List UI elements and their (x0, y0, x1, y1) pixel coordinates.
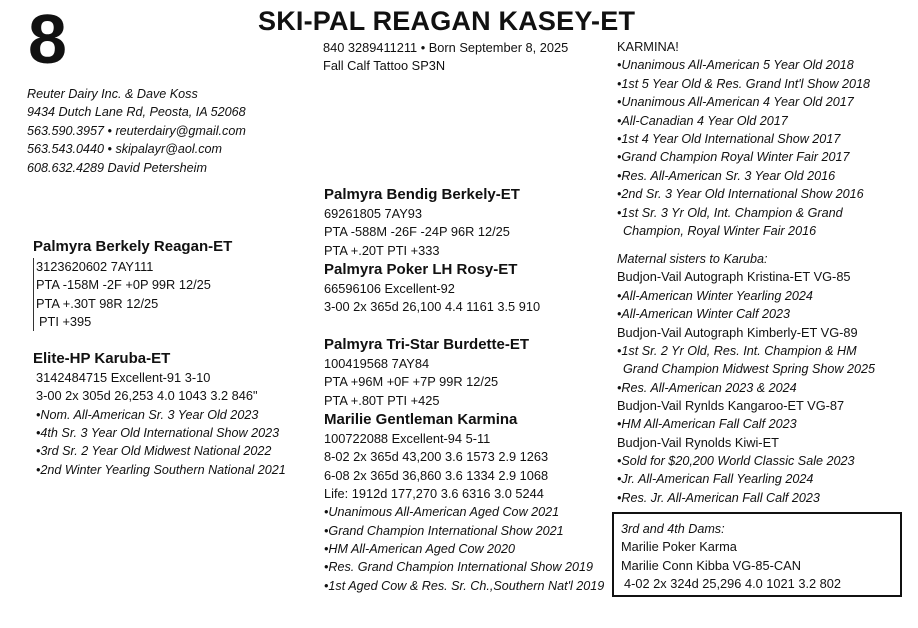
dam-sire-line: 100419568 7AY84 (324, 356, 430, 371)
sire-dam-name: Palmyra Poker LH Rosy-ET (324, 261, 518, 278)
sister-honor: •Res. Jr. All-American Fall Calf 2023 (617, 490, 820, 505)
sire-sire-line: PTA -588M -26F -24P 96R 12/25 (324, 224, 510, 240)
dam-sire-block (324, 334, 529, 410)
sire-line: 3123620602 7AY111 (36, 259, 154, 274)
dam-dam-honor: •Grand Champion International Show 2021 (324, 523, 564, 538)
consignor-contact-2: 563.543.0440 • skipalayr@aol.com (27, 142, 223, 157)
dam-registration: 3142484715 Excellent-91 3-10 (36, 370, 211, 385)
consignor-name: Reuter Dairy Inc. & Dave Koss (27, 87, 198, 101)
sister-honor: •Sold for $20,200 World Classic Sale 2023 (617, 454, 855, 469)
animal-name: SKI-PAL REAGAN KASEY-ET (258, 6, 636, 36)
sister-name: Budjon-Vail Rynolds Kiwi-ET (617, 434, 779, 450)
sire-line: PTI +395 (39, 313, 92, 329)
sister-honor: •1st Sr. 2 Yr Old, Res. Int. Champion & HM (617, 343, 857, 358)
consignor-address: 9434 Dutch Lane Rd, Peosta, IA 52068 (27, 105, 246, 120)
dam-dam-record: 8-02 2x 365d 43,200 3.6 1573 2.9 1263 (324, 449, 549, 465)
sire-dam-line: 3-00 2x 365d 26,100 4.4 1161 3.5 910 (324, 299, 541, 315)
karmina-honor: •Res. All-American Sr. 3 Year Old 2016 (617, 168, 836, 183)
dam-name: Elite-HP Karuba-ET (33, 350, 171, 367)
sister-honor: •HM All-American Fall Calf 2023 (617, 417, 797, 432)
dam-honor: •4th Sr. 3 Year Old International Show 2023 (36, 426, 280, 440)
sister-honor: •Jr. All-American Fall Yearling 2024 (617, 472, 814, 487)
dam-dam-name: Marilie Gentleman Karmina (324, 411, 518, 428)
sister-honor: •Res. All-American 2023 & 2024 (617, 380, 797, 395)
dam-dam-record: 6-08 2x 365d 36,860 3.6 1334 2.9 1068 (324, 467, 549, 483)
karmina-honor: •Unanimous All-American 5 Year Old 2018 (617, 58, 854, 73)
karmina-honor: •Unanimous All-American 4 Year Old 2017 (617, 95, 854, 110)
sire-line: PTA -158M -2F +0P 99R 12/25 (36, 277, 211, 293)
karmina-honor: •All-Canadian 4 Year Old 2017 (617, 113, 788, 128)
lot-number: 8 (28, 0, 66, 78)
sire-sire-block (324, 184, 520, 260)
karmina-honor: Champion, Royal Winter Fair 2016 (623, 223, 817, 238)
sister-honor: Grand Champion Midwest Spring Show 2025 (623, 362, 876, 377)
fourth-dam-record: 4-02 2x 324d 25,296 4.0 1021 3.2 802 (624, 576, 842, 591)
sister-name: Budjon-Vail Autograph Kristina-ET VG-85 (617, 269, 851, 285)
karmina-honor: •1st Sr. 3 Yr Old, Int. Champion & Grand (617, 205, 843, 220)
third-dam-name: Marilie Poker Karma (621, 539, 737, 555)
dam-honor: •3rd Sr. 2 Year Old Midwest National 2022 (36, 444, 272, 459)
maternal-sisters-block (617, 250, 875, 507)
sire-dam-line: 66596106 Excellent-92 (324, 281, 455, 296)
sister-name: Budjon-Vail Autograph Kimberly-ET VG-89 (617, 324, 858, 340)
sire-sire-line: 69261805 7AY93 (324, 206, 422, 221)
maternal-sisters-heading: Maternal sisters to Karuba: (617, 252, 768, 266)
sire-sire-line: PTA +.20T PTI +333 (324, 242, 440, 258)
third-fourth-dams-box (612, 512, 902, 597)
karmina-honor: •2nd Sr. 3 Year Old International Show 2016 (617, 187, 864, 202)
dam-sire-name: Palmyra Tri-Star Burdette-ET (324, 336, 530, 353)
dam-dam-honor: •Unanimous All-American Aged Cow 2021 (324, 505, 560, 520)
fourth-dam-name: Marilie Conn Kibba VG-85-CAN (621, 557, 801, 573)
consignor-block (27, 85, 246, 177)
dam-dam-honor: •1st Aged Cow & Res. Sr. Ch.,Southern Nat'l 2019 (324, 578, 605, 593)
sire-name: Palmyra Berkely Reagan-ET (33, 238, 233, 255)
dam-sire-line: PTA +.80T PTI +425 (324, 392, 440, 408)
sire-line: PTA +.30T 98R 12/25 (36, 295, 159, 311)
sire-details (33, 258, 232, 331)
dams-box-heading: 3rd and 4th Dams: (621, 522, 725, 536)
sister-honor: •All-American Winter Calf 2023 (617, 307, 790, 322)
sister-honor: •All-American Winter Yearling 2024 (617, 288, 813, 303)
animal-class-tattoo: Fall Calf Tattoo SP3N (323, 58, 446, 74)
karmina-honor: •Grand Champion Royal Winter Fair 2017 (617, 150, 850, 165)
dam-block (33, 348, 286, 479)
dam-dam-registration: 100722088 Excellent-94 5-11 (324, 431, 491, 446)
dam-honor: •2nd Winter Yearling Southern National 2021 (36, 462, 286, 477)
karmina-honor: •1st 5 Year Old & Res. Grand Int'l Show 2018 (617, 76, 870, 91)
sire-sire-name: Palmyra Bendig Berkely-ET (324, 186, 520, 203)
dam-sire-line: PTA +96M +0F +7P 99R 12/25 (324, 374, 499, 390)
karmina-heading: KARMINA! (617, 39, 679, 54)
dam-dam-record: Life: 1912d 177,270 3.6 6316 3.0 5244 (324, 485, 544, 501)
dam-record: 3-00 2x 305d 26,253 4.0 1043 3.2 846" (36, 388, 258, 404)
animal-info (323, 39, 568, 76)
karmina-block (617, 38, 870, 240)
dam-honor: •Nom. All-American Sr. 3 Year Old 2023 (36, 407, 259, 422)
consignor-contact-3: 608.632.4289 David Petersheim (27, 160, 207, 175)
consignor-contact-1: 563.590.3957 • reuterdairy@gmail.com (27, 123, 246, 138)
animal-id-birth: 840 3289411211 • Born September 8, 2025 (323, 40, 569, 55)
sire-block (33, 236, 232, 331)
sister-name: Budjon-Vail Rynlds Kangaroo-ET VG-87 (617, 398, 845, 414)
sire-dam-block (324, 259, 540, 317)
dam-dam-honor: •Res. Grand Champion International Show 2019 (324, 560, 594, 575)
karmina-honor: •1st 4 Year Old International Show 2017 (617, 131, 841, 146)
dam-dam-honor: •HM All-American Aged Cow 2020 (324, 542, 516, 556)
dam-dam-block (324, 409, 604, 595)
